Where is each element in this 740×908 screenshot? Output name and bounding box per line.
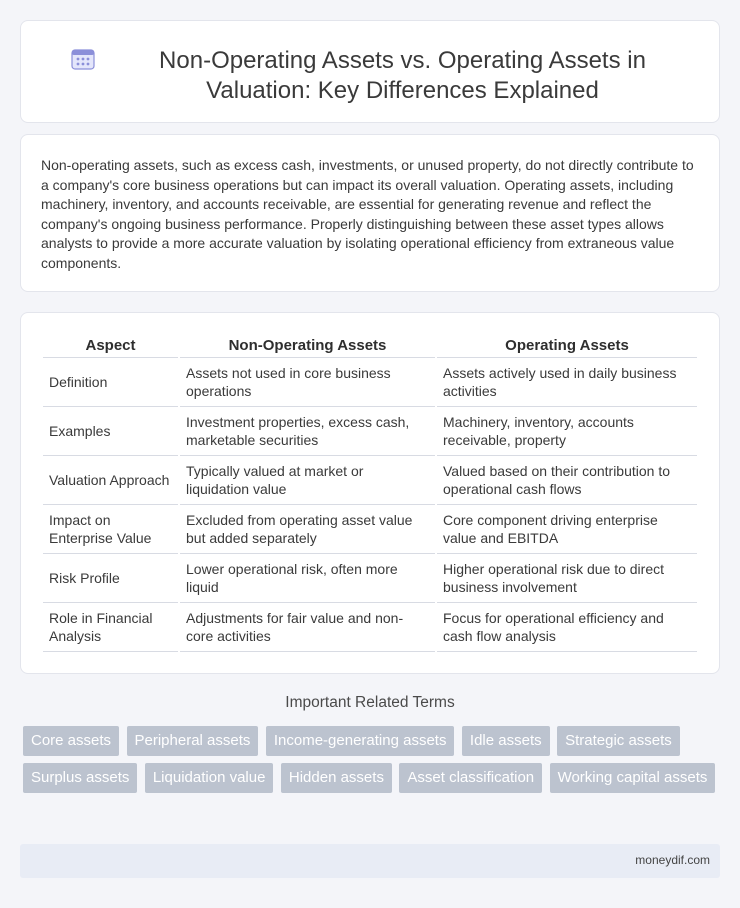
page-title: Non-Operating Assets vs. Operating Assets in Valuation: Key Differences Explained bbox=[159, 47, 646, 104]
intro-paragraph: Non-operating assets, such as excess cash, investments, or unused property, do not directly contribute to a company's core business operations but can impact its overall valuation. Operating assets, including machinery, inventory, and accounts receivable, are essential for generating revenue and reflect the company's ongoing business performance. Properly distinguishing between these asset types allows analysts to provide a more accurate valuation by isolating operational efficiency from extraneous value components. bbox=[41, 157, 694, 271]
footer bbox=[20, 844, 720, 878]
operating-cell: Assets actively used in daily business activities bbox=[437, 358, 697, 407]
header-non-operating: Non-Operating Assets bbox=[180, 333, 435, 358]
tag-strategic-assets[interactable]: Strategic assets bbox=[557, 726, 680, 756]
non-operating-cell: Excluded from operating asset value but added separately bbox=[180, 505, 435, 554]
aspect-cell: Valuation Approach bbox=[43, 456, 178, 505]
operating-cell: Valued based on their contribution to operational cash flows bbox=[437, 456, 697, 505]
aspect-cell: Risk Profile bbox=[43, 554, 178, 603]
related-terms-heading: Important Related Terms bbox=[285, 694, 455, 711]
comparison-table bbox=[41, 333, 699, 652]
tag-hidden-assets[interactable]: Hidden assets bbox=[281, 763, 392, 793]
calendar-icon bbox=[71, 48, 95, 70]
related-terms-list bbox=[23, 726, 723, 800]
non-operating-cell: Lower operational risk, often more liquid bbox=[180, 554, 435, 603]
header-operating: Operating Assets bbox=[437, 333, 697, 358]
tag-peripheral-assets[interactable]: Peripheral assets bbox=[127, 726, 259, 756]
aspect-cell: Definition bbox=[43, 358, 178, 407]
non-operating-cell: Adjustments for fair value and non-core activities bbox=[180, 603, 435, 652]
comparison-card bbox=[20, 312, 720, 674]
tag-income-generating-assets[interactable]: Income-generating assets bbox=[266, 726, 455, 756]
header-aspect: Aspect bbox=[43, 333, 178, 358]
non-operating-cell: Assets not used in core business operations bbox=[180, 358, 435, 407]
intro-card bbox=[20, 134, 720, 292]
title-card bbox=[20, 20, 720, 123]
tag-surplus-assets[interactable]: Surplus assets bbox=[23, 763, 137, 793]
non-operating-cell: Investment properties, excess cash, marketable securities bbox=[180, 407, 435, 456]
table-row bbox=[43, 554, 697, 603]
tag-liquidation-value[interactable]: Liquidation value bbox=[145, 763, 274, 793]
table-row bbox=[43, 505, 697, 554]
table-row bbox=[43, 456, 697, 505]
aspect-cell: Impact on Enterprise Value bbox=[43, 505, 178, 554]
tag-idle-assets[interactable]: Idle assets bbox=[462, 726, 550, 756]
aspect-cell: Examples bbox=[43, 407, 178, 456]
operating-cell: Focus for operational efficiency and cash flow analysis bbox=[437, 603, 697, 652]
tag-core-assets[interactable]: Core assets bbox=[23, 726, 119, 756]
operating-cell: Higher operational risk due to direct business involvement bbox=[437, 554, 697, 603]
footer-site-name: moneydif.com bbox=[635, 853, 710, 867]
table-row bbox=[43, 358, 697, 407]
table-row bbox=[43, 407, 697, 456]
tag-working-capital-assets[interactable]: Working capital assets bbox=[550, 763, 716, 793]
operating-cell: Machinery, inventory, accounts receivable, property bbox=[437, 407, 697, 456]
operating-cell: Core component driving enterprise value and EBITDA bbox=[437, 505, 697, 554]
table-row bbox=[43, 603, 697, 652]
non-operating-cell: Typically valued at market or liquidation value bbox=[180, 456, 435, 505]
table-header-row bbox=[43, 333, 697, 358]
tag-asset-classification[interactable]: Asset classification bbox=[399, 763, 542, 793]
aspect-cell: Role in Financial Analysis bbox=[43, 603, 178, 652]
